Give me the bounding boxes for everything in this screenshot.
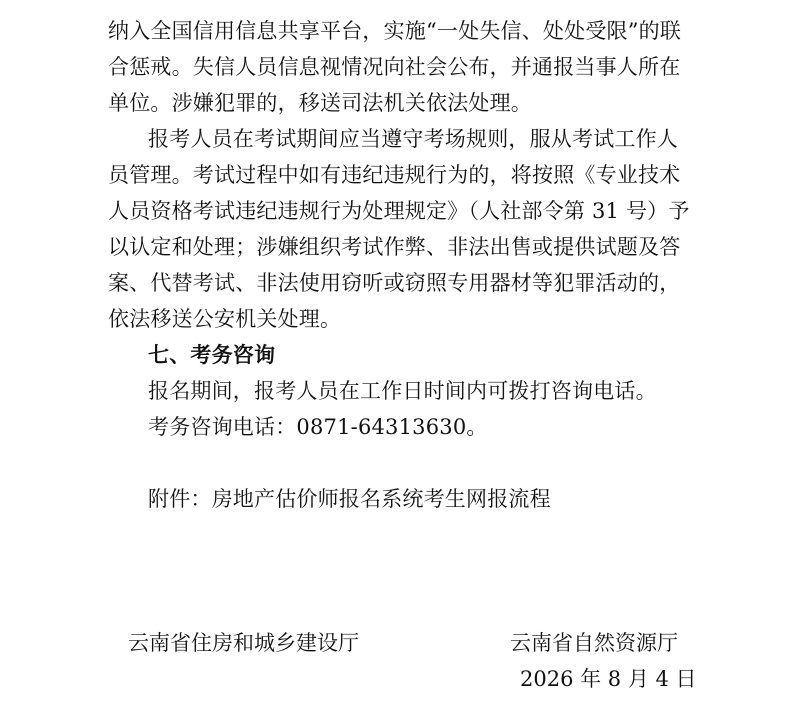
signature-date: 2026 年 8 月 4 日 <box>520 667 697 691</box>
paragraph-line: 人员资格考试违纪违规行为处理规定》（人社部令第 31 号）予 <box>108 199 690 223</box>
section-heading: 七、考务咨询 <box>148 343 276 367</box>
consult-phone-line: 考务咨询电话：0871-64313630。 <box>148 415 488 439</box>
paragraph-line: 依法移送公安机关处理。 <box>108 307 342 331</box>
attachment-line: 附件：房地产估价师报名系统考生网报流程 <box>148 487 551 511</box>
paragraph-line: 合惩戒。失信人员信息视情况向社会公布，并通报当事人所在 <box>108 55 681 79</box>
consult-info-line: 报名期间，报考人员在工作日时间内可拨打咨询电话。 <box>148 379 657 403</box>
paragraph-line: 案、代替考试、非法使用窃听或窃照专用器材等犯罪活动的， <box>108 271 681 295</box>
paragraph-line: 员管理。考试过程中如有违纪违规行为的，将按照《专业技术 <box>108 163 681 187</box>
paragraph-line: 单位。涉嫌犯罪的，移送司法机关依法处理。 <box>108 91 532 115</box>
paragraph-line: 纳入全国信用信息共享平台，实施“一处失信、处处受限”的联 <box>108 19 682 43</box>
paragraph-line: 报考人员在考试期间应当遵守考场规则，服从考试工作人 <box>148 127 678 151</box>
signature-org-resources: 云南省自然资源厅 <box>510 631 678 655</box>
paragraph-line: 以认定和处理；涉嫌组织考试作弊、非法出售或提供试题及答 <box>108 235 681 259</box>
signature-org-housing: 云南省住房和城乡建设厅 <box>128 631 359 655</box>
